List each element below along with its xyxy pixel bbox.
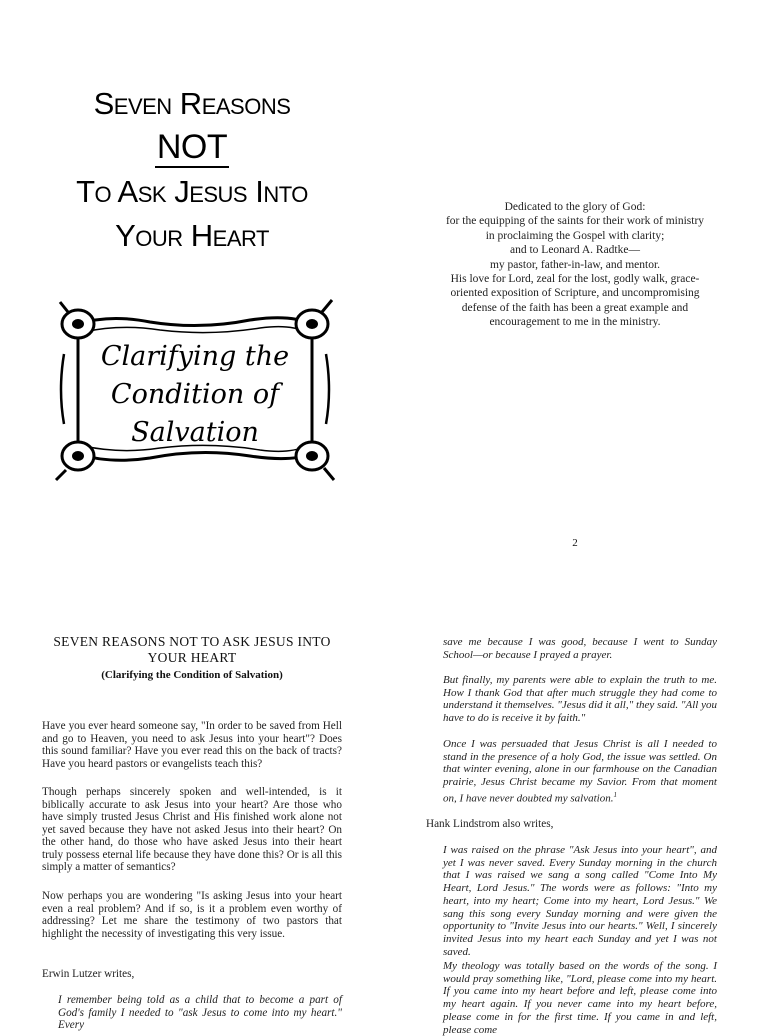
scroll-caption-line3: Salvation: [131, 417, 259, 448]
article-subheading: (Clarifying the Condition of Salvation): [101, 669, 283, 681]
dedication-line: encouragement to me in the ministry.: [489, 316, 661, 329]
dedication-line: oriented exposition of Scripture, and uncompromising: [450, 287, 700, 300]
article-quote: I remember being told as a child that to become a part of God's family I needed to "ask Jesus to come into my heart." Every: [58, 994, 342, 1031]
article-quote: save me because I was good, because I went to Sunday School—or because I prayed a prayer.: [443, 636, 717, 661]
dedication-line: in proclaiming the Gospel with clarity;: [485, 229, 665, 242]
scroll-caption-line1: Clarifying the: [100, 341, 290, 372]
article-quote-text: Once I was persuaded that Jesus Christ is all I needed to stand in the presence of a holy God, the issue was settled. On that winter evening, alone in our farmhouse on the Canadian prairie, Jesus Christ became my Savior. From that moment on, I have never doubted my salvation.: [443, 738, 717, 805]
article-paragraph: Though perhaps sincerely spoken and well-intended, is it biblically accurate to ask Jesus into your heart? Are those who have simply trusted Jesus Christ and His finished work alone not yet saved because they have not asked Jesus into their heart? On the other hand, do those who have asked Jesus into their heart truly possess eternal life because they have done this? Or is all this simply a matter of semantics?: [42, 786, 342, 873]
scroll-caption: [50, 338, 340, 452]
article-heading: SEVEN REASONS NOT TO ASK JESUS INTO YOUR HEART: [53, 634, 331, 665]
footnote-marker: 1: [613, 790, 617, 799]
cover-title-not: [0, 128, 384, 167]
article-paragraph: Now perhaps you are wondering "Is asking Jesus into your heart even a real problem? And if so, is it a problem even worthy of addressing? Let me share the testimony of two pastors that highlight the necessity of investigating this very issue.: [42, 890, 342, 940]
article-quote: [443, 738, 717, 805]
dedication-line: and to Leonard A. Radtke—: [510, 244, 640, 257]
dedication-line: defense of the faith has been a great example and: [461, 301, 689, 314]
dedication-line: His love for Lord, zeal for the lost, godly walk, grace-: [450, 273, 700, 286]
cover-title-not-text: NOT: [156, 128, 228, 166]
cover-title-line1: Seven Reasons: [93, 86, 291, 121]
article-left-column: [42, 634, 342, 1031]
dedication: [420, 200, 730, 330]
article-quote: My theology was totally based on the words of the song. I would pray something like, "Lord, please come into my heart. If you came into my heart before and left, please come into my heart again. If you never came into my heart before, please come in for the first time. If you came in and left, please come: [443, 960, 717, 1036]
dedication-line: my pastor, father-in-law, and mentor.: [489, 258, 661, 271]
dedication-line: for the equipping of the saints for their work of ministry: [445, 215, 705, 228]
article-paragraph: Erwin Lutzer writes,: [42, 968, 135, 980]
cover-title-line3: To Ask Jesus Into: [76, 174, 308, 209]
cover-title-line4: Your Heart: [115, 218, 269, 253]
article-quote: I was raised on the phrase "Ask Jesus into your heart", and yet I was never saved. Every Sunday morning in the church that I was raised we sang a song called "Come Into My Heart, Lord Jesus." The words were as follows: "Into my heart, into my heart; Come into my heart, Lord Jesus." We sang this song every Sunday morning and were given the opportunity to "Invite Jesus into our hearts." Well, I sincerely invited Jesus into my heart each Sunday and yet I was not saved.: [443, 844, 717, 958]
article-paragraph: Hank Lindstrom also writes,: [426, 818, 554, 830]
article-paragraph: Have you ever heard someone say, "In order to be saved from Hell and go to Heaven, you need to ask Jesus into your heart"? Does this sound familiar? Have you ever read this on the back of tracts? Have you heard pastors or evangelists teach this?: [42, 720, 342, 770]
page-number: 2: [572, 537, 578, 549]
article-quote: But finally, my parents were able to explain the truth to me. How I thank God that after much struggle they had come to understand it themselves. "Jesus did it all," they said. "All you have to do is receive it by faith.": [443, 674, 717, 725]
scroll-caption-line2: Condition of: [110, 379, 280, 410]
dedication-line: Dedicated to the glory of God:: [504, 201, 646, 213]
